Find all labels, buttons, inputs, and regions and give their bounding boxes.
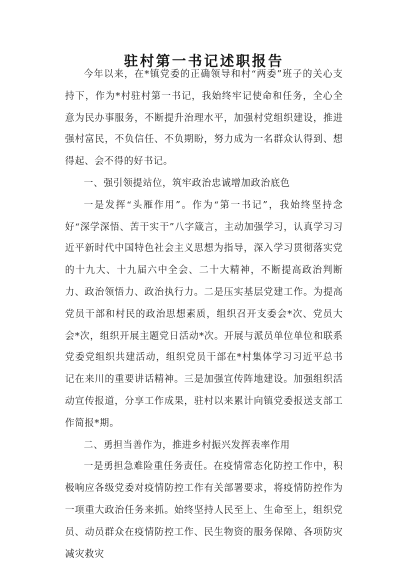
section-1-paragraph: 一是发挥“头雁作用”。作为“第一书记”，我始终坚持念好“深学深悟、苦干实干”八字箴言，主动加强学习，认真学习习近平新时代中国特色社会主义思想为指导，深入学习贯彻落实党的十九大、十九届六中全会、二十大精神，不断提高政治判断力、政治领悟力、政治执行力。二是压实基层党建工作。为提高党员干部和村民的政治思想素质，组织召开支委会*次、党员大会*次，组织开展主题党日活动*次。开展与派员单位单位和联系党委党组织共建活动，组织党员干部在*村集体学习习近平总书记在来川的重要讲话精神。三是加强宣传阵地建设。加强组织活动宣传报道，分享工作成果，驻村以来累计向镇党委报送支部工作简报*期。 (65, 199, 343, 429)
section-heading-1: 一、强引领提站位，筑牢政治忠诚增加政治底色 (83, 177, 291, 189)
document-title: 驻村第一书记述职报告 (124, 54, 284, 70)
intro-paragraph: 今年以来，在*镇党委的正确领导和村“两委”班子的关心支持下，作为*村驻村第一书记，我始终牢记使命和任务，全心全意为民办事服务，不断提升治理水平，加强村党组织建设，推进强村富民，不负信任、不负期盼，努力成为一名群众认得到、想得起、会不得的好书记。 (65, 69, 343, 168)
section-heading-2: 二、勇担当善作为，推进乡村振兴发挥表率作用 (83, 439, 291, 451)
section-2-paragraph: 一是勇担急难险重任务责任。在疫情常态化防控工作中，积极响应各级党委对疫情防控工作有关部署要求，将疫情防控作为一项重大政治任务来抓。始终坚持人民至上、生命至上，组织党员、动员群众在疫情防控工作、民生物资的服务保障、各项防灾减灾救灾 (65, 461, 343, 560)
document-body (65, 64, 343, 565)
